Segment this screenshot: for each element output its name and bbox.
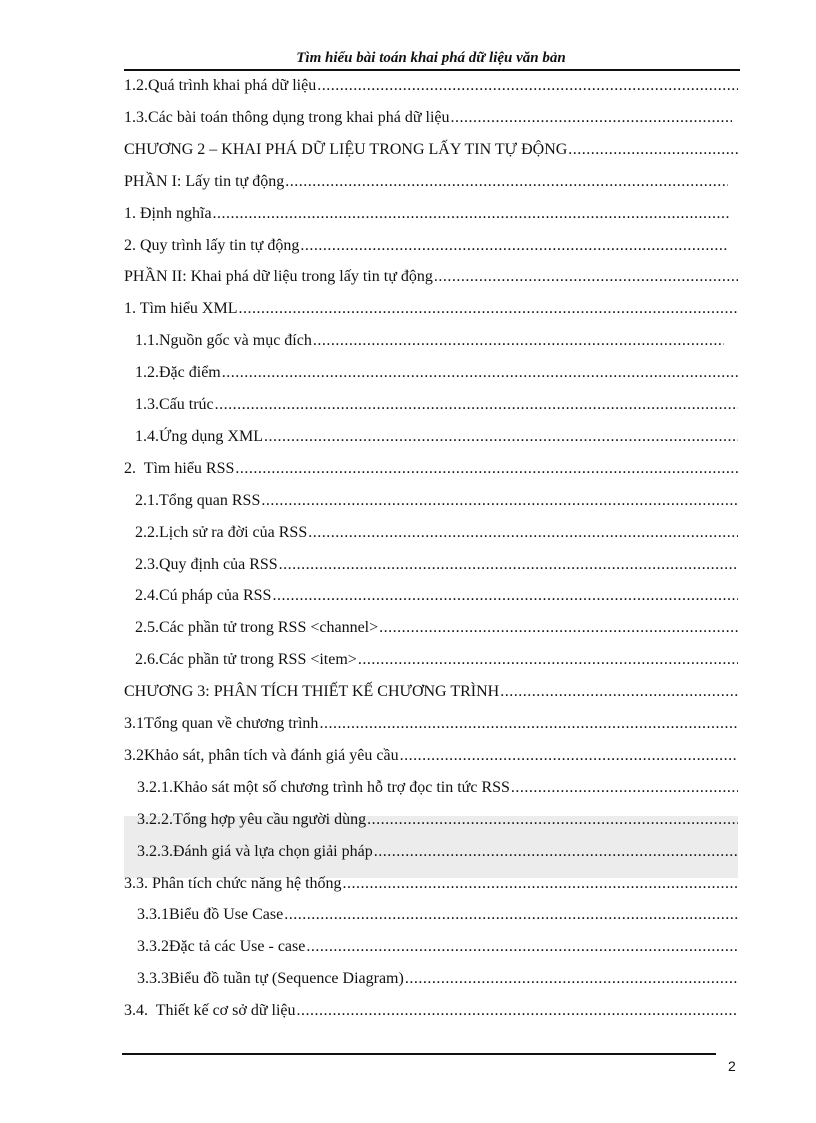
toc-entry-title: PHẦN II: Khai phá dữ liệu trong lấy tin tự động	[124, 268, 433, 285]
toc-entry-title: 1. Tìm hiểu XML	[124, 300, 238, 317]
toc-dot-leader	[379, 618, 738, 638]
toc-entry-number: 2.6.	[135, 651, 159, 668]
toc-entry-number: 2.2.	[135, 524, 159, 541]
toc-entry	[124, 265, 738, 287]
toc-dot-leader	[300, 236, 728, 256]
toc-entry-number: 3.2.3.	[137, 843, 173, 860]
toc-entry	[135, 553, 738, 575]
toc-entry	[124, 999, 738, 1021]
header-rule	[124, 69, 740, 71]
toc-entry-title: CHƯƠNG 2 – KHAI PHÁ DỮ LIỆU TRONG LẤY TIN TỰ ĐỘNG	[124, 141, 568, 158]
toc-entry	[124, 202, 730, 224]
page-number: 2	[728, 1058, 736, 1074]
toc-entry-number: 3.1	[124, 715, 144, 732]
toc-dot-leader	[343, 874, 738, 894]
toc-entry	[124, 457, 738, 479]
toc-entry	[137, 903, 738, 925]
toc-entry-title: Đặc tả các Use - case	[169, 938, 306, 955]
toc-entry	[124, 297, 738, 319]
toc-entry-number: 2.5.	[135, 619, 159, 636]
toc-entry-number: 1.3.	[124, 109, 148, 126]
toc-entry-number: 3.2.2.	[137, 811, 173, 828]
toc-dot-leader	[285, 172, 728, 192]
toc-entry	[124, 106, 732, 128]
toc-entry-title: Tổng quan về chương trình	[144, 715, 319, 732]
toc-dot-leader	[434, 267, 738, 287]
toc-entry-title: Các bài toán thông dụng trong khai phá dữ liệu	[148, 109, 450, 126]
toc-dot-leader	[235, 459, 738, 479]
toc-dot-leader	[297, 1001, 739, 1021]
toc-entry-title: Đặc điểm	[159, 364, 221, 381]
toc-entry	[135, 521, 738, 543]
toc-entry-number: 1.2.	[135, 364, 159, 381]
toc-entry-title: 3.3. Phân tích chức năng hệ thống	[124, 875, 342, 892]
toc-dot-leader	[400, 746, 738, 766]
toc-entry-number: 1.1.	[135, 332, 159, 349]
toc-dot-leader	[451, 108, 733, 128]
toc-entry-number: 2.3.	[135, 556, 159, 573]
toc-entry-title: Quá trình khai phá dữ liệu	[148, 77, 317, 94]
toc-dot-leader	[306, 937, 738, 957]
toc-entry-title: 2. Tìm hiểu RSS	[124, 460, 235, 477]
toc-entry-title: Đánh giá và lựa chọn giải pháp	[173, 843, 373, 860]
toc-entry-title: Lịch sử ra đời của RSS	[159, 524, 308, 541]
toc-entry-title: CHƯƠNG 3: PHÂN TÍCH THIẾT KẾ CHƯƠNG TRÌNH	[124, 683, 500, 700]
toc-entry	[124, 170, 728, 192]
toc-dot-leader	[319, 714, 738, 734]
toc-entry	[124, 872, 738, 894]
toc-entry	[137, 840, 738, 862]
toc-entry	[137, 776, 738, 798]
toc-entry-title: Cấu trúc	[159, 396, 214, 413]
toc-dot-leader	[284, 905, 738, 925]
toc-entry-number: 3.2.1.	[137, 779, 173, 796]
toc-entry	[135, 329, 724, 351]
toc-entry	[124, 744, 738, 766]
toc-dot-leader	[317, 76, 738, 96]
toc-entry-title: Cú pháp của RSS	[159, 587, 272, 604]
toc-dot-leader	[313, 331, 724, 351]
toc-entry-title: 2. Quy trình lấy tin tự động	[124, 237, 300, 254]
toc-entry-title: Các phần tử trong RSS <channel>	[159, 619, 379, 636]
toc-entry	[137, 935, 738, 957]
toc-entry	[135, 393, 738, 415]
toc-dot-leader	[238, 299, 738, 319]
toc-entry	[135, 489, 738, 511]
toc-entry	[137, 967, 738, 989]
running-header: Tìm hiểu bài toán khai phá dữ liệu văn bản	[296, 50, 566, 66]
toc-entry	[135, 584, 738, 606]
toc-entry	[124, 680, 738, 702]
toc-entry	[137, 808, 738, 830]
toc-entry-title: Biểu đồ Use Case	[169, 906, 284, 923]
toc-dot-leader	[261, 491, 738, 511]
toc-entry-number: 1.4.	[135, 428, 159, 445]
toc-entry	[124, 138, 738, 160]
toc-dot-leader	[264, 427, 738, 447]
toc-dot-leader	[568, 140, 738, 160]
toc-entry	[135, 361, 738, 383]
toc-dot-leader	[511, 778, 738, 798]
toc-dot-leader	[367, 810, 738, 830]
toc-entry-number: 2.4.	[135, 587, 159, 604]
toc-dot-leader	[222, 363, 738, 383]
toc-entry-title: Tổng hợp yêu cầu người dùng	[173, 811, 367, 828]
toc-dot-leader	[405, 969, 738, 989]
toc-dot-leader	[279, 555, 738, 575]
toc-entry	[135, 425, 738, 447]
toc-entry-title: 1. Định nghĩa	[124, 205, 212, 222]
toc-dot-leader	[308, 523, 738, 543]
toc-dot-leader	[500, 682, 738, 702]
toc-entry	[135, 616, 738, 638]
footer-rule	[122, 1053, 716, 1055]
toc-dot-leader	[215, 395, 738, 415]
toc-entry	[124, 74, 738, 96]
toc-entry-number: 2.1.	[135, 492, 159, 509]
toc-entry	[124, 712, 738, 734]
toc-entry-number: 3.2	[124, 747, 144, 764]
toc-entry-title: Khảo sát một số chương trình hỗ trợ đọc tin tức RSS	[173, 779, 510, 796]
toc-entry-title: Tổng quan RSS	[159, 492, 261, 509]
toc-dot-leader	[358, 650, 738, 670]
toc-entry-title: Khảo sát, phân tích và đánh giá yêu cầu	[144, 747, 399, 764]
toc-entry-title: PHẦN I: Lấy tin tự động	[124, 173, 285, 190]
toc-entry-number: 3.3.1	[137, 906, 169, 923]
toc-dot-leader	[272, 586, 738, 606]
toc-entry-title: Nguồn gốc và mục đích	[159, 332, 312, 349]
toc-entry-title: Quy định của RSS	[159, 556, 278, 573]
toc-entry	[135, 648, 738, 670]
toc-entry-number: 3.3.3	[137, 970, 169, 987]
toc-entry-title: Ứng dụng XML	[159, 428, 263, 445]
toc-entry-number: 1.3.	[135, 396, 159, 413]
toc-entry-title: Các phần tử trong RSS <item>	[159, 651, 357, 668]
toc-dot-leader	[213, 204, 730, 224]
toc-entry-title: 3.4. Thiết kế cơ sở dữ liệu	[124, 1002, 296, 1019]
toc-dot-leader	[374, 842, 738, 862]
toc-entry-number: 1.2.	[124, 77, 148, 94]
toc-entry-number: 3.3.2	[137, 938, 169, 955]
toc-entry-title: Biểu đồ tuần tự (Sequence Diagram)	[169, 970, 404, 987]
toc-entry	[124, 234, 728, 256]
